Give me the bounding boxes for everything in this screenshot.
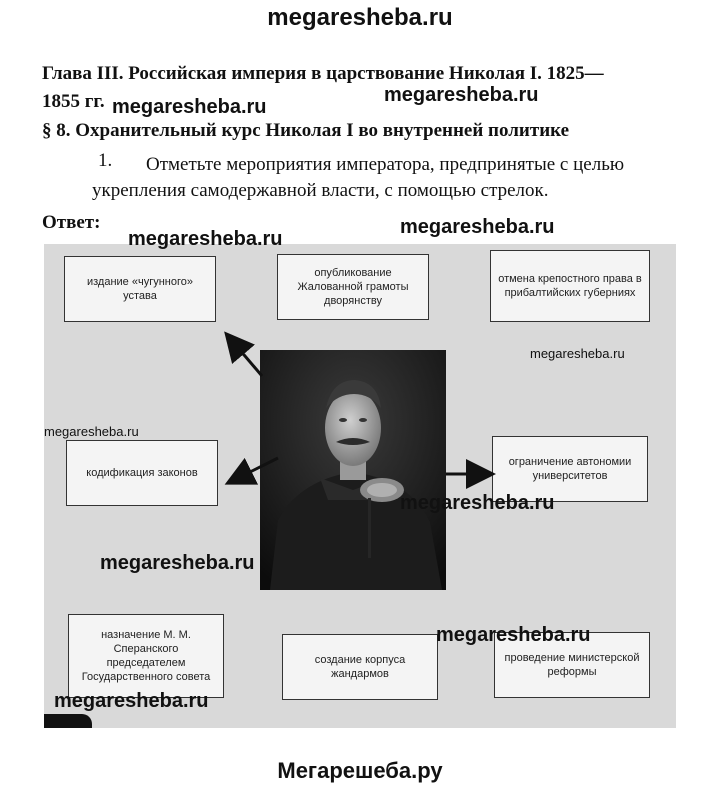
watermark: megaresheba.ru bbox=[384, 84, 539, 106]
arrow-to-kodifikaciya bbox=[230, 458, 278, 482]
watermark: megaresheba.ru bbox=[54, 690, 209, 712]
answer-diagram bbox=[44, 244, 676, 728]
chapter-title-line1: Глава III. Российская империя в царствование Николая I. 1825— bbox=[42, 63, 604, 84]
task-text-line2: укрепления самодержавной власти, с помощью стрелок. bbox=[92, 180, 549, 201]
box-ministerskaya-reforma: проведение министерской реформы bbox=[494, 632, 650, 698]
section-title: § 8. Охранительный курс Николая I во внутренней политике bbox=[42, 120, 570, 141]
site-title-top[interactable]: megaresheba.ru bbox=[267, 4, 453, 31]
arrows-layer bbox=[44, 244, 676, 728]
task-text-line1: Отметьте мероприятия императора, предпринятые с целью bbox=[146, 154, 625, 175]
watermark: megaresheba.ru bbox=[100, 552, 255, 574]
watermark: megaresheba.ru bbox=[436, 624, 591, 646]
watermark: megaresheba.ru bbox=[400, 492, 555, 514]
box-otmena-krepostnogo-prava: отмена крепостного права в прибалтийских губерниях bbox=[490, 250, 650, 322]
box-chugunny-ustav: издание «чугунного» устава bbox=[64, 256, 216, 322]
chapter-title-line2: 1855 гг. bbox=[42, 91, 105, 112]
watermark: megaresheba.ru bbox=[530, 346, 625, 361]
box-zhalovannaya-gramota: опубликование Жалованной грамоты дворянству bbox=[277, 254, 429, 320]
watermark: megaresheba.ru bbox=[128, 228, 283, 250]
task-number: 1. bbox=[98, 150, 113, 171]
page-corner-tab bbox=[44, 714, 92, 728]
box-korpus-zhandarmov: создание корпуса жандармов bbox=[282, 634, 438, 700]
watermark: megaresheba.ru bbox=[44, 424, 139, 439]
box-ogranichenie-avtonomii: ограничение автономии университетов bbox=[492, 436, 648, 502]
answer-label: Ответ: bbox=[42, 212, 101, 233]
watermark: megaresheba.ru bbox=[112, 96, 267, 118]
box-kodifikaciya-zakonov: кодификация законов bbox=[66, 440, 218, 506]
box-naznachenie-speranskogo: назначение М. М. Сперанского председателем Государственного совета bbox=[68, 614, 224, 698]
watermark: megaresheba.ru bbox=[400, 216, 555, 238]
site-title-bottom[interactable]: Мегарешеба.ру bbox=[277, 758, 443, 783]
arrow-to-chugunny-ustav bbox=[228, 336, 262, 376]
